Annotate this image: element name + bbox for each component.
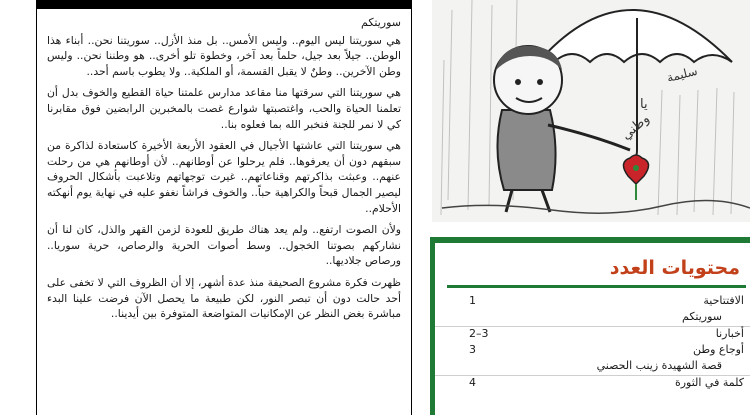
cartoon-word: سليمة (665, 63, 699, 85)
toc-item-page: 3 (469, 343, 476, 356)
toc-item[interactable] (435, 376, 750, 392)
cartoon-svg (432, 0, 750, 222)
cartoon-word: يا (640, 97, 648, 112)
toc-item-title: الافتتاحية (703, 294, 744, 307)
toc-item[interactable] (435, 327, 750, 343)
toc-item[interactable] (435, 310, 750, 327)
cartoon-illustration (432, 0, 750, 222)
toc-item[interactable] (435, 343, 750, 359)
toc-item-title: قصة الشهيدة زينب الحصني (596, 359, 722, 372)
article-paragraph: ولأن الصوت ارتفع.. ولم يعد هناك طريق للعودة لزمن القهر والذل، كان لنا أن نشاركهم بصوتنا الخجول.. وسط أصوات الحرية والرصاص، حرية سوريا.. ورصاص جلاديها.. (47, 223, 401, 268)
toc-item-title: أخبارنا (715, 327, 744, 340)
article-top-bar (37, 0, 411, 9)
contents-title: محتويات العدد (609, 257, 740, 279)
toc-item-title: أوجاع وطن (692, 343, 744, 356)
article-paragraph: هي سوريتنا التي سرقتها منا مقاعد مدارس علمتنا حياة القطيع والخوف بدل أن تعلمنا الحياة والحب، واغتصبتها شوارع غصت بالمخبرين الرابضين فوق مقابرنا كي لا نمر للجنة فنخبر الله بما فعلوه بنا.. (47, 86, 401, 131)
contents-divider (447, 285, 746, 288)
article-body (37, 9, 411, 322)
ground-line (442, 200, 750, 213)
article-paragraph: هي سوريتنا التي عاشتها الأجيال في العقود الأربعة الأخيرة كاستعادة لذاكرة من سبقهم دون أن يعرفوها.. فلم يرحلوا عن أوطانهم.. لأن أوطانهم هي من رحلت عنهم.. وعبثت بذاكرتهم وقناعاتهم.. غيرت توجهاتهم وتلاعبت بأشكال الحروف ليصير الجمال قبحاً والكراهية حباً.. والخوف فراشاً نغفو عليه في نهاية يوم أنهكته الأحلام.. (47, 139, 401, 215)
article-paragraph: هي سوريتنا ليس اليوم.. وليس الأمس.. بل منذ الأزل.. سوريتنا نحن.. أبناء هذا الوطن.. جيلاً بعد جيل، حلماً بعد آخر، وخطوة تلو أخرى.. هو وطننا نحن.. وليس وطن الآخرين.. وطنٌ لا يقبل القسمة، أو الملكية.. ولا يطوب باسم أحد.. (47, 33, 401, 78)
toc-item-title: سوريتكم (682, 310, 722, 323)
contents-box (430, 237, 750, 415)
toc-item-page: 1 (469, 294, 476, 307)
toc-item-title: كلمة في الثورة (674, 376, 744, 389)
person-body (497, 110, 555, 190)
cartoon-word: وطني (618, 111, 653, 144)
person-arm (548, 125, 630, 150)
toc-item-page: 4 (469, 376, 476, 389)
toc-item[interactable] (435, 294, 750, 310)
toc-item[interactable] (435, 359, 750, 376)
article-paragraph: ظهرت فكرة مشروع الصحيفة منذ عدة أشهر، إلا أن الظروف التي لا تخفى على أحد حالت دون أن تبصر النور، لكن طبيعة ما يحصل الآن فرضت علينا البدء مباشرة بغض النظر عن الإمكانيات المتواضعة المتوفرة بين أيدينا.. (47, 275, 401, 321)
article-title: سوريتكم (361, 16, 401, 29)
article-column (36, 0, 412, 415)
toc-item-page: 2–3 (469, 327, 489, 340)
